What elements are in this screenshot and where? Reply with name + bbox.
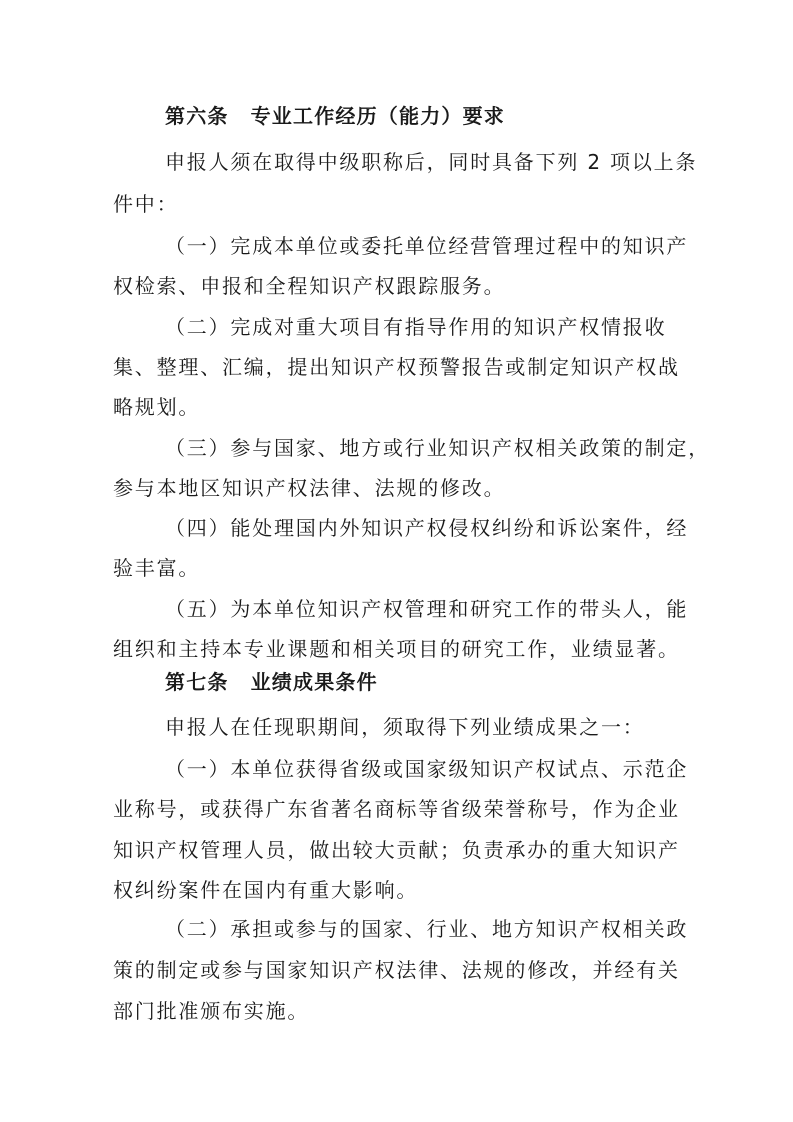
article-6-item-5-line-2: 组织和主持本专业课题和相关项目的研究工作，业绩显著。 — [113, 637, 680, 661]
article-7-item-2-line-1: （二）承担或参与的国家、行业、地方知识产权相关政 — [165, 917, 689, 941]
article-6-item-1-line-2: 权检索、申报和全程知识产权跟踪服务。 — [113, 274, 506, 298]
article-7-item-1-line-4: 权纠纷案件在国内有重大影响。 — [113, 878, 419, 902]
article-7-item-1-line-3: 知识产权管理人员，做出较大贡献；负责承办的重大知识产 — [113, 838, 680, 862]
article-7-label: 第七条 — [165, 670, 229, 694]
article-6-item-4-line-2: 验丰富。 — [113, 556, 201, 580]
article-6-item-5-line-1: （五）为本单位知识产权管理和研究工作的带头人，能 — [165, 597, 689, 621]
article-6-item-2-line-2: 集、整理、汇编，提出知识产权预警报告或制定知识产权战 — [113, 355, 680, 379]
article-7-title: 业绩成果条件 — [250, 670, 378, 694]
article-7-item-2-line-2: 策的制定或参与国家知识产权法律、法规的修改，并经有关 — [113, 958, 680, 982]
article-6-item-2-line-1: （二）完成对重大项目有指导作用的知识产权情报收 — [165, 315, 667, 339]
article-6-item-2-line-3: 略规划。 — [113, 395, 201, 419]
article-6-label: 第六条 — [165, 104, 229, 128]
article-7-intro: 申报人在任现职期间，须取得下列业绩成果之一： — [165, 715, 645, 739]
article-6-intro-line-1: 申报人须在取得中级职称后，同时具备下列 2 项以上条 — [165, 150, 698, 174]
article-6-item-4-line-1: （四）能处理国内外知识产权侵权纠纷和诉讼案件，经 — [165, 516, 689, 540]
article-6-item-1-line-1: （一）完成本单位或委托单位经营管理过程中的知识产 — [165, 234, 689, 258]
article-7-heading — [165, 668, 378, 696]
article-7-item-1-line-1: （一）本单位获得省级或国家级知识产权试点、示范企 — [165, 757, 689, 781]
article-6-heading — [165, 102, 505, 130]
article-6-intro-line-2: 件中： — [113, 192, 179, 216]
article-7-item-2-line-3: 部门批准颁布实施。 — [113, 999, 310, 1023]
article-6-item-3-line-1: （三）参与国家、地方或行业知识产权相关政策的制定， — [165, 436, 710, 460]
article-6-title: 专业工作经历（能力）要求 — [250, 104, 506, 128]
article-7-item-1-line-2: 业称号，或获得广东省著名商标等省级荣誉称号，作为企业 — [113, 797, 680, 821]
article-6-item-3-line-2: 参与本地区知识产权法律、法规的修改。 — [113, 476, 506, 500]
